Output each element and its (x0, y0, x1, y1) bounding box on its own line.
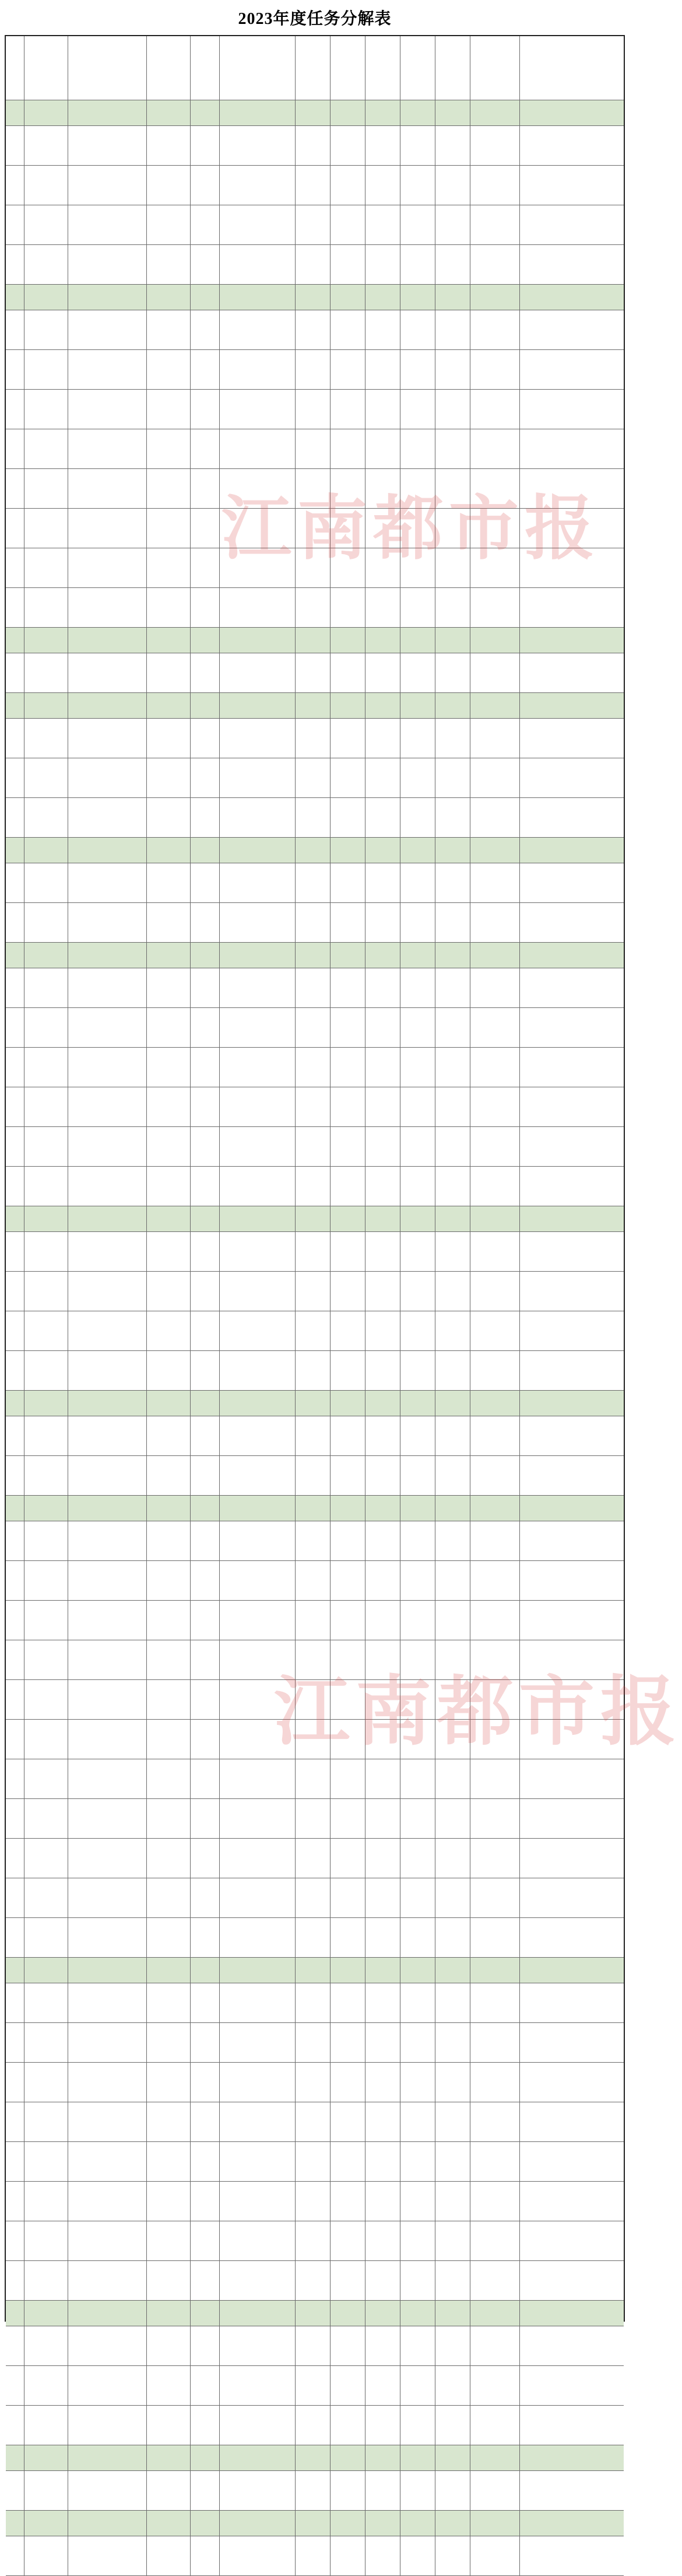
table-row (6, 469, 624, 509)
table-row (6, 548, 624, 588)
table-row (6, 588, 624, 628)
group-row (6, 693, 624, 719)
group-row (6, 2301, 624, 2326)
table-row (6, 1167, 624, 1206)
newspaper-watermark: 江南都市报 (222, 487, 600, 569)
table-row (6, 1720, 624, 1759)
group-row (6, 1496, 624, 1521)
table-row (6, 2471, 624, 2511)
group-row (6, 1958, 624, 1983)
table-row (6, 758, 624, 798)
table-row (6, 903, 624, 943)
table-row (6, 1601, 624, 1640)
table-row (6, 1561, 624, 1601)
table-row (6, 1311, 624, 1351)
table-row (6, 1680, 624, 1720)
group-row (6, 838, 624, 863)
group-row (6, 1391, 624, 1416)
table-row (6, 205, 624, 245)
group-row (6, 285, 624, 310)
table-row (6, 863, 624, 903)
table-row (6, 1983, 624, 2023)
table-row (6, 2261, 624, 2301)
task-breakdown-table (5, 35, 625, 2322)
table-row (6, 1878, 624, 1918)
table-row (6, 719, 624, 758)
table-row (6, 1232, 624, 1272)
table-row (6, 798, 624, 838)
table-row (6, 1839, 624, 1878)
group-row (6, 628, 624, 653)
table-body (6, 100, 624, 2576)
table-row (6, 1272, 624, 1311)
table-row (6, 1759, 624, 1799)
table-row (6, 509, 624, 548)
group-row (6, 2511, 624, 2536)
table-row (6, 2142, 624, 2182)
table-row (6, 1918, 624, 1958)
table-row (6, 1087, 624, 1127)
table-row (6, 429, 624, 469)
table-row (6, 2536, 624, 2576)
table-row (6, 2406, 624, 2445)
table-row (6, 390, 624, 429)
table-row (6, 245, 624, 285)
table-row (6, 1351, 624, 1391)
group-row (6, 100, 624, 126)
table-row (6, 310, 624, 350)
table-row (6, 653, 624, 693)
table-header-row (6, 36, 624, 100)
table-row (6, 2182, 624, 2221)
table-row (6, 350, 624, 390)
table-row (6, 2102, 624, 2142)
table-row (6, 2326, 624, 2366)
group-row (6, 943, 624, 968)
table-row (6, 1456, 624, 1496)
table-row (6, 1521, 624, 1561)
table-row (6, 2221, 624, 2261)
table-row (6, 1127, 624, 1167)
table-row (6, 1048, 624, 1087)
table-row (6, 126, 624, 166)
table-row (6, 1416, 624, 1456)
table-row (6, 1008, 624, 1048)
table-row (6, 166, 624, 205)
newspaper-watermark: 江南都市报 (274, 1667, 682, 1756)
table-row (6, 1640, 624, 1680)
group-row (6, 2445, 624, 2471)
document-title: 2023年度任务分解表 (238, 10, 392, 28)
group-row (6, 1206, 624, 1232)
table-row (6, 968, 624, 1008)
table-row (6, 2023, 624, 2063)
table-row (6, 2366, 624, 2406)
table-row (6, 2063, 624, 2102)
table-row (6, 1799, 624, 1839)
